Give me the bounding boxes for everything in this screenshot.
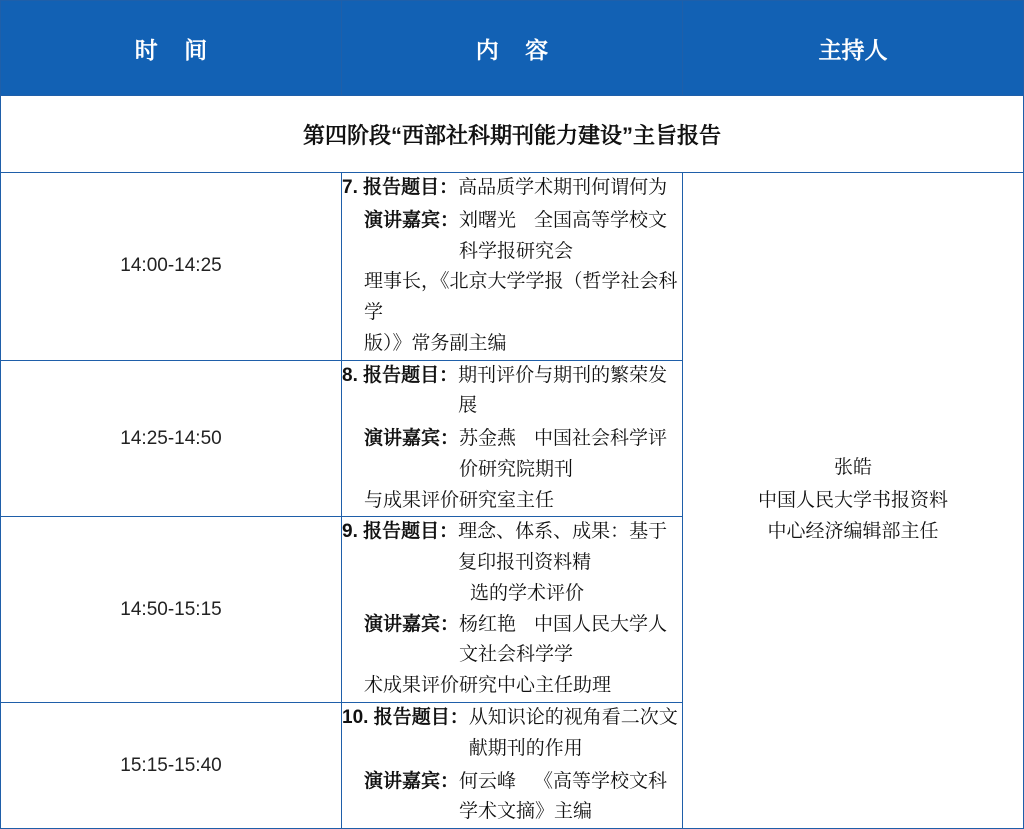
row-content — [342, 517, 683, 703]
speaker-title-3-line: 版）》常务副主编 — [364, 332, 507, 354]
item-number: 7. — [342, 177, 358, 198]
topic-line — [342, 703, 682, 765]
item-number: 10. — [342, 707, 369, 729]
speaker-label: 演讲嘉宾： — [364, 613, 460, 635]
speaker-line — [342, 610, 682, 672]
speaker-text — [459, 206, 682, 268]
table-row — [1, 173, 1024, 361]
section-title: 第四阶段“西部社科期刊能力建设”主旨报告 — [1, 96, 1024, 173]
topic-line — [342, 517, 682, 579]
topic-line — [342, 173, 682, 204]
item-number: 9. — [342, 521, 358, 543]
topic-text: 期刊评价与期刊的繁荣发展 — [458, 364, 668, 417]
speaker-name: 苏金燕 — [459, 428, 517, 450]
column-header-host: 主持人 — [683, 1, 1024, 96]
speaker-text — [459, 424, 682, 486]
row-content — [342, 703, 683, 829]
topic-line — [342, 361, 682, 423]
column-header-content: 内 容 — [342, 1, 683, 96]
host-org-line-2: 中心经济编辑部主任 — [767, 520, 939, 542]
topic-text: 理念、体系、成果：基于复印报刊资料精 — [458, 521, 668, 574]
topic-label: 7. 报告题目： — [342, 177, 459, 198]
speaker-title-2-line: 与成果评价研究室主任 — [364, 489, 555, 511]
host-org-line-1: 中国人民大学书报资料 — [757, 490, 948, 512]
topic-label: 8. 报告题目： — [342, 364, 459, 386]
row-content — [342, 360, 683, 517]
host-cell — [683, 173, 1024, 829]
speaker-name: 何云峰 — [459, 770, 517, 792]
speaker-label: 演讲嘉宾： — [364, 428, 460, 450]
topic-text: 高品质学术期刊何谓何为 — [458, 177, 668, 198]
host-name: 张皓 — [833, 457, 872, 479]
row-time: 14:00-14:25 — [1, 173, 342, 361]
topic-line-2: 选的学术评价 — [470, 582, 585, 604]
speaker-title-1: 《高等学校文科学术文摘》主编 — [459, 770, 668, 823]
row-time: 14:50-15:15 — [1, 517, 342, 703]
topic-text: 从知识论的视角看二次文献期刊的作用 — [468, 707, 678, 759]
row-time: 14:25-14:50 — [1, 360, 342, 517]
table-header-row — [1, 1, 1024, 96]
section-title-row — [1, 96, 1024, 173]
speaker-title-2-line: 术成果评价研究中心主任助理 — [364, 675, 612, 697]
topic-label: 9. 报告题目： — [342, 521, 459, 543]
row-content — [342, 173, 683, 361]
column-header-time: 时 间 — [1, 1, 342, 96]
speaker-text — [459, 767, 682, 829]
speaker-name: 刘曙光 — [459, 209, 517, 231]
speaker-label: 演讲嘉宾： — [364, 209, 460, 231]
speaker-name: 杨红艳 — [459, 613, 517, 635]
speaker-title-1: 中国社会科学评价研究院期刊 — [459, 428, 668, 480]
speaker-title-1: 中国人民大学人文社会科学学 — [459, 613, 668, 666]
topic-label: 10. 报告题目： — [342, 707, 469, 729]
item-number: 8. — [342, 364, 358, 386]
row-time: 15:15-15:40 — [1, 703, 342, 829]
speaker-line — [342, 767, 682, 829]
host-org — [683, 486, 1023, 548]
speaker-title-1: 全国高等学校文科学报研究会 — [459, 209, 668, 262]
speaker-label: 演讲嘉宾： — [364, 770, 460, 792]
speaker-line — [342, 206, 682, 268]
speaker-text — [459, 610, 682, 672]
speaker-line — [342, 424, 682, 486]
speaker-title-2-line: 理事长，《北京大学学报（哲学社会科学 — [364, 271, 678, 324]
